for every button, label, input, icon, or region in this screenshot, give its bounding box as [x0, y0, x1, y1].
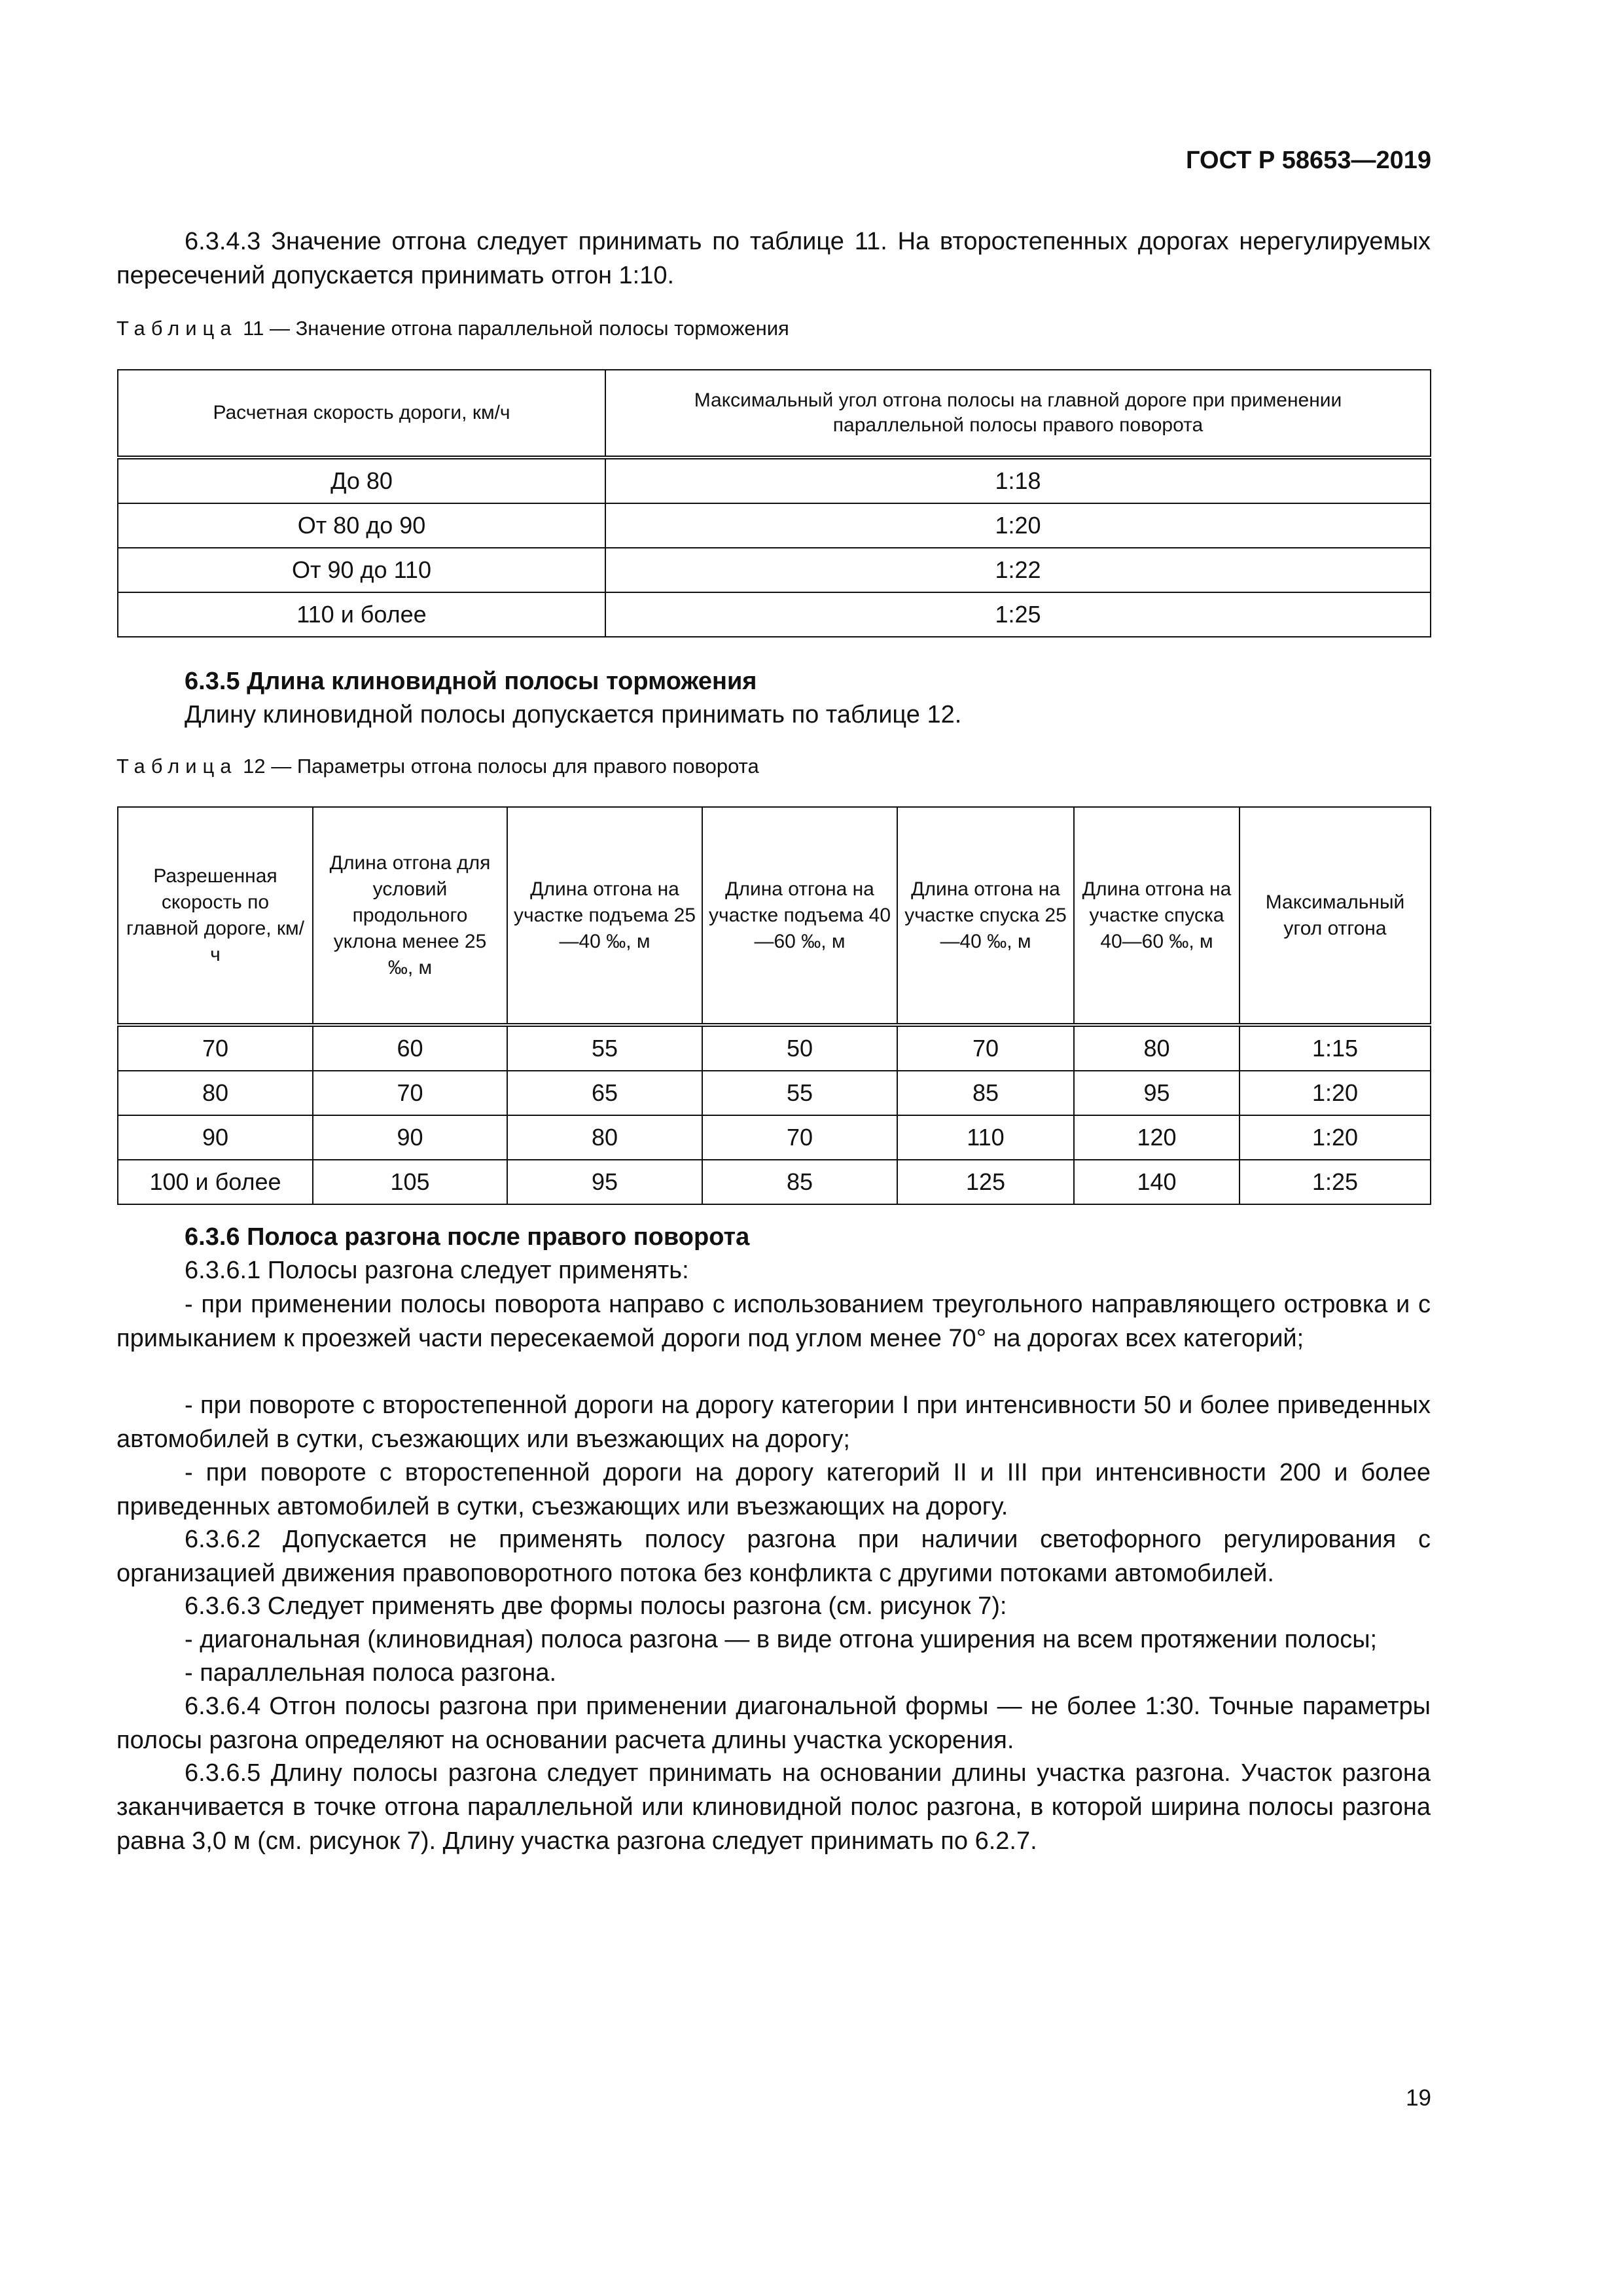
bullet-1: - при применении полосы поворота направо с использованием треугольного направляющего островка и с примыканием к проезжей части пересекаемой дороги под углом менее 70° на дорогах всех категорий; [116, 1291, 1431, 1352]
table-cell: 105 [313, 1160, 507, 1204]
table-11-header-speed: Расчетная скорость дороги, км/ч [118, 370, 605, 457]
table-row [118, 503, 1431, 548]
table-12-header-grade-under-25: Длина отгона для условий продольного уклона менее 25 ‰, м [313, 807, 507, 1025]
paragraph-6-3-6-1: 6.3.6.1 Полосы разгона следует применять: [185, 1257, 689, 1284]
table-cell: От 80 до 90 [118, 503, 605, 548]
table-12-caption-word: Таблица [116, 755, 238, 778]
table-12-header-descent-25-40: Длина отгона на участке спуска 25—40 ‰, м [897, 807, 1074, 1025]
table-cell: 100 и более [118, 1160, 313, 1204]
table-row [118, 1071, 1431, 1115]
table-cell: 70 [118, 1025, 313, 1071]
table-cell: 80 [118, 1071, 313, 1115]
table-cell: 120 [1074, 1115, 1240, 1160]
table-11-caption-word: Таблица [116, 317, 238, 340]
table-row [118, 1115, 1431, 1160]
paragraph-6-3-6-4: 6.3.6.4 Отгон полосы разгона при применении диагональной формы — не более 1:30. Точные параметры полосы разгона определяют на основании расчета длины участка ускорения. [116, 1693, 1431, 1754]
table-row [118, 1025, 1431, 1071]
paragraph-6-3-6-2: 6.3.6.2 Допускается не применять полосу разгона при наличии светофорного регулирования с организацией движения правоповоротного потока без конфликта с другими потоками автомобилей. [116, 1526, 1431, 1587]
section-6-3-6-heading: 6.3.6 Полоса разгона после правого поворота [185, 1223, 750, 1251]
table-cell: 85 [897, 1071, 1074, 1115]
table-cell: 125 [897, 1160, 1074, 1204]
table-11 [117, 369, 1431, 637]
table-cell: 1:15 [1240, 1025, 1431, 1071]
table-cell: 70 [897, 1025, 1074, 1071]
table-cell: 1:20 [605, 503, 1431, 548]
bullet-2: - при повороте с второстепенной дороги на дорогу категории I при интенсивности 50 и более приведенных автомобилей в сутки, съезжающих или въезжающих на дорогу; [116, 1391, 1431, 1453]
table-cell: 95 [1074, 1071, 1240, 1115]
paragraph-6-3-4-3: 6.3.4.3 Значение отгона следует принимать по таблице 11. На второстепенных дорогах нерегулируемых пересечений допускается принимать отгон 1:10. [116, 228, 1431, 289]
table-cell: 55 [702, 1071, 897, 1115]
table-row [118, 592, 1431, 637]
table-12-header-ascent-40-60: Длина отгона на участке подъема 40—60 ‰, м [702, 807, 897, 1025]
table-11-caption-text: 11 — Значение отгона параллельной полосы торможения [237, 317, 789, 340]
table-cell: 85 [702, 1160, 897, 1204]
table-cell: 80 [507, 1115, 702, 1160]
page-number: 19 [1406, 2085, 1431, 2111]
table-cell: 55 [507, 1025, 702, 1071]
table-12-header-descent-40-60: Длина отгона на участке спуска 40—60 ‰, м [1074, 807, 1240, 1025]
table-cell: 1:25 [1240, 1160, 1431, 1204]
table-cell: До 80 [118, 457, 605, 503]
table-cell: 95 [507, 1160, 702, 1204]
section-6-3-5-text: Длину клиновидной полосы допускается принимать по таблице 12. [185, 701, 962, 728]
paragraph-6-3-6-5: 6.3.6.5 Длину полосы разгона следует принимать на основании длины участка разгона. Участок разгона заканчивается в точке отгона параллельной или клиновидной полос разгона, в которой ширина полосы разгона равна 3,0 м (см. рисунок 7). Длину участка разгона следует принимать по 6.2.7. [116, 1759, 1431, 1855]
table-cell: 1:18 [605, 457, 1431, 503]
table-cell: 1:22 [605, 548, 1431, 592]
table-cell: 90 [313, 1115, 507, 1160]
table-12-header-max-angle: Максимальный угол отгона [1240, 807, 1431, 1025]
table-cell: 1:20 [1240, 1071, 1431, 1115]
document-code: ГОСТ Р 58653—2019 [1186, 147, 1431, 174]
table-cell: 110 [897, 1115, 1074, 1160]
table-cell: 90 [118, 1115, 313, 1160]
table-cell: От 90 до 110 [118, 548, 605, 592]
table-row [118, 457, 1431, 503]
table-12-caption-text: 12 — Параметры отгона полосы для правого поворота [237, 755, 759, 778]
bullet-4: - диагональная (клиновидная) полоса разгона — в виде отгона уширения на всем протяжении полосы; [185, 1626, 1378, 1653]
table-12 [117, 806, 1431, 1205]
table-cell: 1:20 [1240, 1115, 1431, 1160]
table-cell: 80 [1074, 1025, 1240, 1071]
table-12-caption [116, 755, 759, 778]
table-12-header-speed: Разрешенная скорость по главной дороге, км/ч [118, 807, 313, 1025]
table-11-caption [116, 317, 789, 340]
table-cell: 65 [507, 1071, 702, 1115]
table-cell: 70 [313, 1071, 507, 1115]
bullet-3: - при повороте с второстепенной дороги на дорогу категорий II и III при интенсивности 200 и более приведенных автомобилей в сутки, съезжающих или въезжающих на дорогу. [116, 1459, 1431, 1520]
section-6-3-5-heading: 6.3.5 Длина клиновидной полосы торможения [185, 668, 757, 695]
table-11-header-angle: Максимальный угол отгона полосы на главной дороге при применении параллельной полосы правого поворота [605, 370, 1431, 457]
table-cell: 70 [702, 1115, 897, 1160]
table-12-header-ascent-25-40: Длина отгона на участке подъема 25—40 ‰, м [507, 807, 702, 1025]
table-cell: 140 [1074, 1160, 1240, 1204]
bullet-5: - параллельная полоса разгона. [185, 1659, 557, 1687]
table-row [118, 1160, 1431, 1204]
table-cell: 60 [313, 1025, 507, 1071]
table-cell: 1:25 [605, 592, 1431, 637]
table-cell: 50 [702, 1025, 897, 1071]
table-cell: 110 и более [118, 592, 605, 637]
paragraph-6-3-6-3: 6.3.6.3 Следует применять две формы полосы разгона (см. рисунок 7): [185, 1592, 1007, 1620]
table-row [118, 548, 1431, 592]
